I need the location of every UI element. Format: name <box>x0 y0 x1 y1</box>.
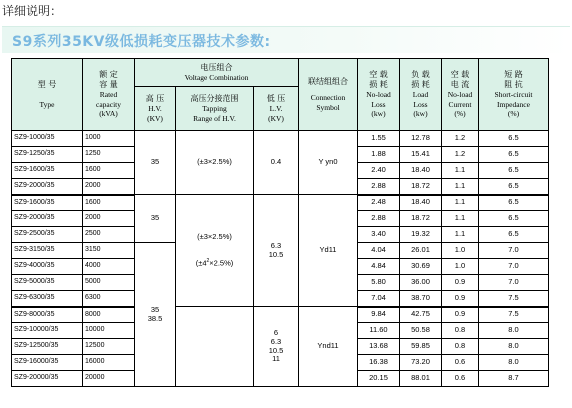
header-noload-loss-en: No-load Loss (kw) <box>366 90 391 119</box>
cell-type: SZ9-6300/35 <box>12 291 83 307</box>
cell-capacity: 3150 <box>83 243 135 259</box>
table-row <box>12 131 549 147</box>
cell-type: SZ9-3150/35 <box>12 243 83 259</box>
cell-impedance: 6.5 <box>479 195 549 211</box>
cell-noload-current: 0.9 <box>442 307 479 323</box>
cell-capacity: 1600 <box>83 195 135 211</box>
header-type-zh: 型 号 <box>37 79 57 89</box>
cell-impedance: 8.0 <box>479 355 549 371</box>
cell-noload-loss: 2.88 <box>358 211 400 227</box>
cell-hv-group-1: 35 <box>135 131 176 195</box>
header-load-loss <box>400 59 442 131</box>
cell-noload-loss: 4.84 <box>358 259 400 275</box>
cell-noload-loss: 2.40 <box>358 163 400 179</box>
cell-type: SZ9-20000/35 <box>12 371 83 387</box>
cell-noload-current: 1.0 <box>442 243 479 259</box>
tapping-option-b <box>176 259 253 268</box>
cell-load-loss: 18.72 <box>400 211 442 227</box>
cell-type: SZ9-2000/35 <box>12 211 83 227</box>
header-lv <box>254 87 299 131</box>
cell-type: SZ9-1000/35 <box>12 131 83 147</box>
cell-type: SZ9-2500/35 <box>12 227 83 243</box>
cell-noload-loss: 4.04 <box>358 243 400 259</box>
cell-capacity: 20000 <box>83 371 135 387</box>
cell-noload-current: 0.6 <box>442 371 479 387</box>
cell-type: SZ9-2000/35 <box>12 179 83 195</box>
cell-noload-loss: 16.38 <box>358 355 400 371</box>
cell-noload-current: 0.9 <box>442 275 479 291</box>
header-row-1 <box>12 59 549 87</box>
table-row <box>12 307 549 323</box>
cell-capacity: 16000 <box>83 355 135 371</box>
cell-noload-current: 0.8 <box>442 339 479 355</box>
cell-noload-current: 1.1 <box>442 179 479 195</box>
cell-load-loss: 18.40 <box>400 163 442 179</box>
cell-impedance: 7.0 <box>479 259 549 275</box>
cell-noload-loss: 7.04 <box>358 291 400 307</box>
tapping-option-b-sup: 2 <box>206 257 210 264</box>
cell-impedance: 6.5 <box>479 147 549 163</box>
header-hv-zh: 高 压 <box>145 94 165 104</box>
cell-load-loss: 38.70 <box>400 291 442 307</box>
cell-type: SZ9-10000/35 <box>12 323 83 339</box>
table-title: S9系列35KV级低损耗变压器技术参数: <box>12 34 271 50</box>
cell-load-loss: 18.40 <box>400 195 442 211</box>
header-noload-current-en: No-load Current (%) <box>447 90 473 119</box>
cell-load-loss: 30.69 <box>400 259 442 275</box>
header-type-en: Type <box>39 99 55 109</box>
header-type <box>12 59 83 131</box>
cell-noload-current: 1.1 <box>442 211 479 227</box>
cell-capacity: 6300 <box>83 291 135 307</box>
cell-impedance: 7.5 <box>479 307 549 323</box>
cell-hv-group-3: 35 38.5 <box>135 243 176 387</box>
header-noload-current <box>442 59 479 131</box>
cell-noload-current: 0.6 <box>442 355 479 371</box>
cell-load-loss: 19.32 <box>400 227 442 243</box>
cell-load-loss: 59.85 <box>400 339 442 355</box>
cell-noload-loss: 1.55 <box>358 131 400 147</box>
cell-noload-current: 1.0 <box>442 259 479 275</box>
header-noload-loss <box>358 59 400 131</box>
cell-capacity: 10000 <box>83 323 135 339</box>
cell-connection-group-3: Ynd11 <box>299 307 358 387</box>
header-connection-en: Connection Symbol <box>310 93 346 112</box>
cell-impedance: 8.7 <box>479 371 549 387</box>
header-capacity-en: Rated capacity (kVA) <box>96 90 121 119</box>
header-load-loss-en: Load Loss (kw) <box>412 90 429 119</box>
cell-noload-loss: 2.88 <box>358 179 400 195</box>
tapping-option-a: (±3×2.5%) <box>197 232 232 242</box>
cell-noload-current: 0.8 <box>442 323 479 339</box>
cell-noload-loss: 2.48 <box>358 195 400 211</box>
cell-load-loss: 42.75 <box>400 307 442 323</box>
cell-type: SZ9-16000/35 <box>12 355 83 371</box>
cell-noload-loss: 5.80 <box>358 275 400 291</box>
cell-impedance: 6.5 <box>479 179 549 195</box>
cell-load-loss: 26.01 <box>400 243 442 259</box>
cell-impedance: 6.5 <box>479 131 549 147</box>
header-voltage <box>135 59 299 87</box>
cell-load-loss: 50.58 <box>400 323 442 339</box>
intro-label: 详细说明： <box>2 4 63 18</box>
cell-noload-loss: 13.68 <box>358 339 400 355</box>
cell-type: SZ9-1600/35 <box>12 163 83 179</box>
cell-noload-current: 1.2 <box>442 147 479 163</box>
cell-capacity: 8000 <box>83 307 135 323</box>
tapping-option-b-post: ×2.5%) <box>209 258 234 268</box>
header-voltage-zh: 电压组合 <box>200 62 233 72</box>
cell-impedance: 6.5 <box>479 227 549 243</box>
cell-capacity: 1000 <box>83 131 135 147</box>
cell-noload-current: 1.1 <box>442 195 479 211</box>
header-noload-current-zh: 空 载 电 流 <box>450 70 470 90</box>
cell-impedance: 6.5 <box>479 211 549 227</box>
cell-load-loss: 15.41 <box>400 147 442 163</box>
cell-noload-current: 0.9 <box>442 291 479 307</box>
cell-noload-loss: 3.40 <box>358 227 400 243</box>
header-load-loss-zh: 负 载 损 耗 <box>411 70 430 90</box>
cell-load-loss: 88.01 <box>400 371 442 387</box>
cell-tapping-group-3 <box>176 307 254 387</box>
cell-capacity: 1250 <box>83 147 135 163</box>
title-banner <box>2 26 570 53</box>
header-voltage-en: Voltage Combination <box>184 72 249 82</box>
cell-capacity: 1600 <box>83 163 135 179</box>
header-capacity <box>83 59 135 131</box>
cell-tapping-group-2 <box>176 195 254 307</box>
header-connection <box>299 59 358 131</box>
cell-capacity: 4000 <box>83 259 135 275</box>
cell-type: SZ9-1250/35 <box>12 147 83 163</box>
cell-noload-loss: 9.84 <box>358 307 400 323</box>
cell-lv-group-3: 6 6.3 10.5 11 <box>254 307 299 387</box>
header-lv-en: L.V. (KV) <box>268 104 284 123</box>
header-noload-loss-zh: 空 载 损 耗 <box>369 70 388 90</box>
cell-impedance: 6.5 <box>479 163 549 179</box>
header-impedance <box>479 59 549 131</box>
cell-noload-current: 1.2 <box>442 131 479 147</box>
cell-type: SZ9-8000/35 <box>12 307 83 323</box>
header-hv <box>135 87 176 131</box>
header-impedance-en: Short-circuit Impedance (%) <box>494 90 533 119</box>
header-connection-zh: 联结组组合 <box>308 77 348 87</box>
cell-impedance: 7.5 <box>479 291 549 307</box>
cell-impedance: 8.0 <box>479 323 549 339</box>
cell-capacity: 5000 <box>83 275 135 291</box>
header-capacity-zh: 额 定 容 量 <box>99 70 118 90</box>
header-lv-zh: 低 压 <box>266 94 286 104</box>
cell-noload-loss: 11.60 <box>358 323 400 339</box>
cell-type: SZ9-5000/35 <box>12 275 83 291</box>
cell-impedance: 7.0 <box>479 243 549 259</box>
cell-lv-group-2: 6.3 10.5 <box>254 195 299 307</box>
cell-capacity: 2500 <box>83 227 135 243</box>
header-impedance-zh: 短 路 阻 抗 <box>504 70 523 90</box>
cell-connection-group-2: Yd11 <box>299 195 358 307</box>
cell-capacity: 12500 <box>83 339 135 355</box>
cell-noload-loss: 20.15 <box>358 371 400 387</box>
spec-table <box>11 58 549 387</box>
cell-load-loss: 73.20 <box>400 355 442 371</box>
table-row <box>12 195 549 211</box>
cell-type: SZ9-12500/35 <box>12 339 83 355</box>
cell-impedance: 8.0 <box>479 339 549 355</box>
header-tapping <box>176 87 254 131</box>
cell-capacity: 2000 <box>83 179 135 195</box>
cell-lv-group-1: 0.4 <box>254 131 299 195</box>
cell-hv-group-2: 35 <box>135 195 176 243</box>
header-tapping-en: Tapping Range of H.V. <box>193 104 236 123</box>
cell-noload-current: 1.1 <box>442 163 479 179</box>
cell-capacity: 2000 <box>83 211 135 227</box>
cell-impedance: 7.0 <box>479 275 549 291</box>
header-tapping-zh: 高压分接范围 <box>190 94 239 104</box>
tapping-option-b-pre: (±4 <box>195 258 207 268</box>
cell-tapping-group-1: (±3×2.5%) <box>176 131 254 195</box>
cell-load-loss: 18.72 <box>400 179 442 195</box>
cell-type: SZ9-4000/35 <box>12 259 83 275</box>
cell-type: SZ9-1600/35 <box>12 195 83 211</box>
cell-connection-group-1: Y yn0 <box>299 131 358 195</box>
cell-noload-loss: 1.88 <box>358 147 400 163</box>
cell-load-loss: 36.00 <box>400 275 442 291</box>
cell-noload-current: 1.1 <box>442 227 479 243</box>
cell-load-loss: 12.78 <box>400 131 442 147</box>
header-hv-en: H.V. (KV) <box>147 104 163 123</box>
